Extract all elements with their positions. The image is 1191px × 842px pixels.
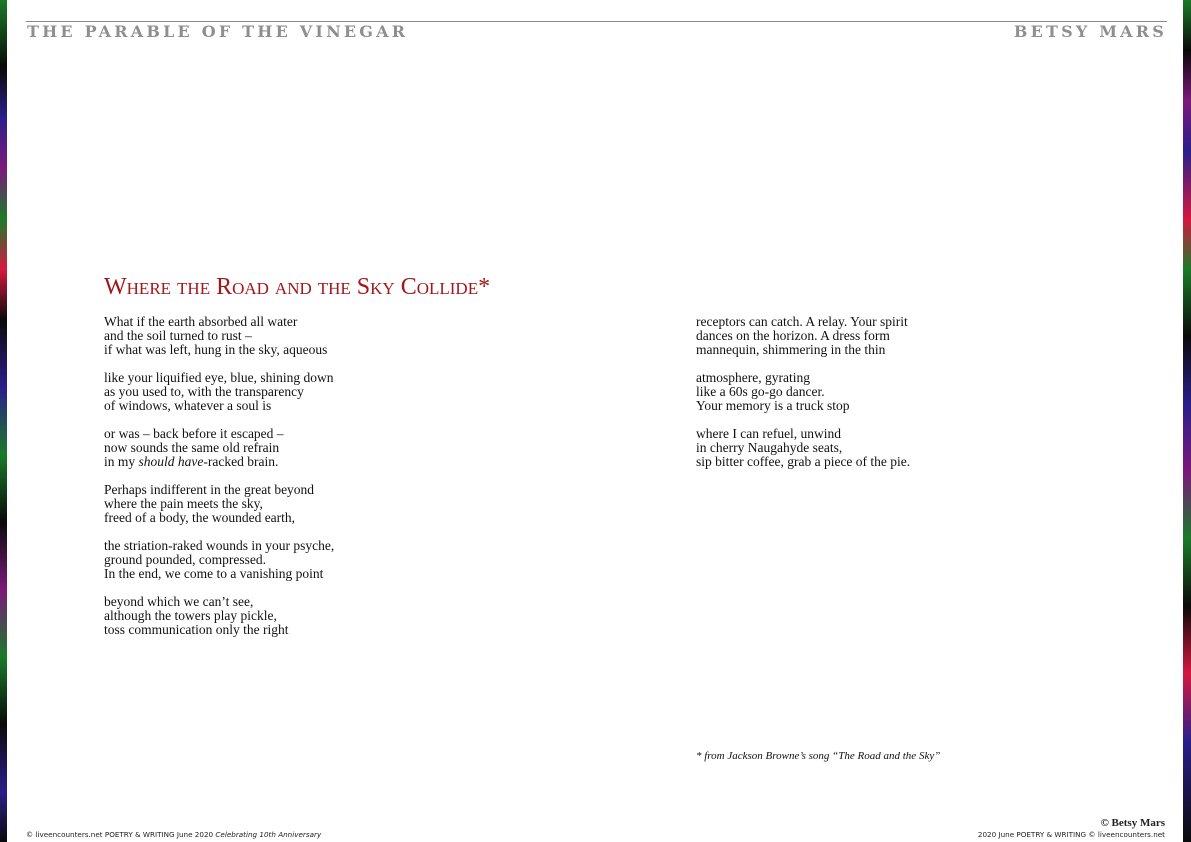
- poem-line: dances on the horizon. A dress form: [696, 328, 890, 343]
- song-footnote: * from Jackson Browne’s song “The Road and the Sky”: [696, 750, 941, 762]
- poem-line: and the soil turned to rust –: [104, 328, 252, 343]
- book-title-header: THE PARABLE OF THE VINEGAR: [27, 22, 409, 41]
- poem-title: Where the Road and the Sky Collide*: [104, 274, 491, 300]
- poem-line: like your liquified eye, blue, shining down: [104, 370, 334, 385]
- poem-line: freed of a body, the wounded earth,: [104, 510, 296, 525]
- stanza: [104, 315, 524, 357]
- poem-line: What if the earth absorbed all water: [104, 314, 298, 329]
- poem-line: Perhaps indifferent in the great beyond: [104, 482, 315, 497]
- poem-line: beyond which we can’t see,: [104, 594, 254, 609]
- poem-line: in cherry Naugahyde seats,: [696, 440, 843, 455]
- stanza: [696, 315, 1116, 357]
- poem-line: toss communication only the right: [104, 622, 289, 637]
- poem-line: the striation-raked wounds in your psyche,: [104, 538, 335, 553]
- poem-line: mannequin, shimmering in the thin: [696, 342, 886, 357]
- poem-line: where I can refuel, unwind: [696, 426, 842, 441]
- footer-anniversary: Celebrating 10th Anniversary: [215, 830, 322, 839]
- author-header: BETSY MARS: [1013, 22, 1167, 41]
- poem-line: although the towers play pickle,: [104, 608, 277, 623]
- poem-line: Your memory is a truck stop: [696, 398, 850, 413]
- poem-line: receptors can catch. A relay. Your spirit: [696, 314, 908, 329]
- footer-right: 2020 June POETRY & WRITING © liveencounters.net: [977, 830, 1165, 839]
- stanza: [104, 539, 524, 581]
- poem-line: of windows, whatever a soul is: [104, 398, 272, 413]
- poem-line: or was – back before it escaped –: [104, 426, 284, 441]
- poem-line: In the end, we come to a vanishing point: [104, 566, 324, 581]
- poem-right-column: [696, 315, 1116, 483]
- stanza: [104, 483, 524, 525]
- stanza: [104, 371, 524, 413]
- poem-line: ground pounded, compressed.: [104, 552, 266, 567]
- poem-line: atmosphere, gyrating: [696, 370, 810, 385]
- stanza: [696, 371, 1116, 413]
- poem-line: now sounds the same old refrain: [104, 440, 280, 455]
- decorative-left-border: [0, 0, 7, 842]
- decorative-right-border: [1183, 0, 1191, 842]
- stanza: [696, 427, 1116, 469]
- poem-line: where the pain meets the sky,: [104, 496, 263, 511]
- poem-left-column: [104, 315, 524, 651]
- footer-copyright: © Betsy Mars: [1100, 817, 1165, 829]
- poem-line: in my should have-racked brain.: [104, 454, 279, 469]
- poem-line: sip bitter coffee, grab a piece of the pie.: [696, 454, 911, 469]
- poem-line: like a 60s go-go dancer.: [696, 384, 825, 399]
- stanza: [104, 427, 524, 469]
- footer-left-text: © liveencounters.net POETRY & WRITING June 2020: [26, 830, 216, 839]
- stanza: [104, 595, 524, 637]
- footer-left: [26, 830, 321, 839]
- poem-line: as you used to, with the transparency: [104, 384, 304, 399]
- italic-phrase: should have: [138, 454, 204, 469]
- poem-line: if what was left, hung in the sky, aqueous: [104, 342, 328, 357]
